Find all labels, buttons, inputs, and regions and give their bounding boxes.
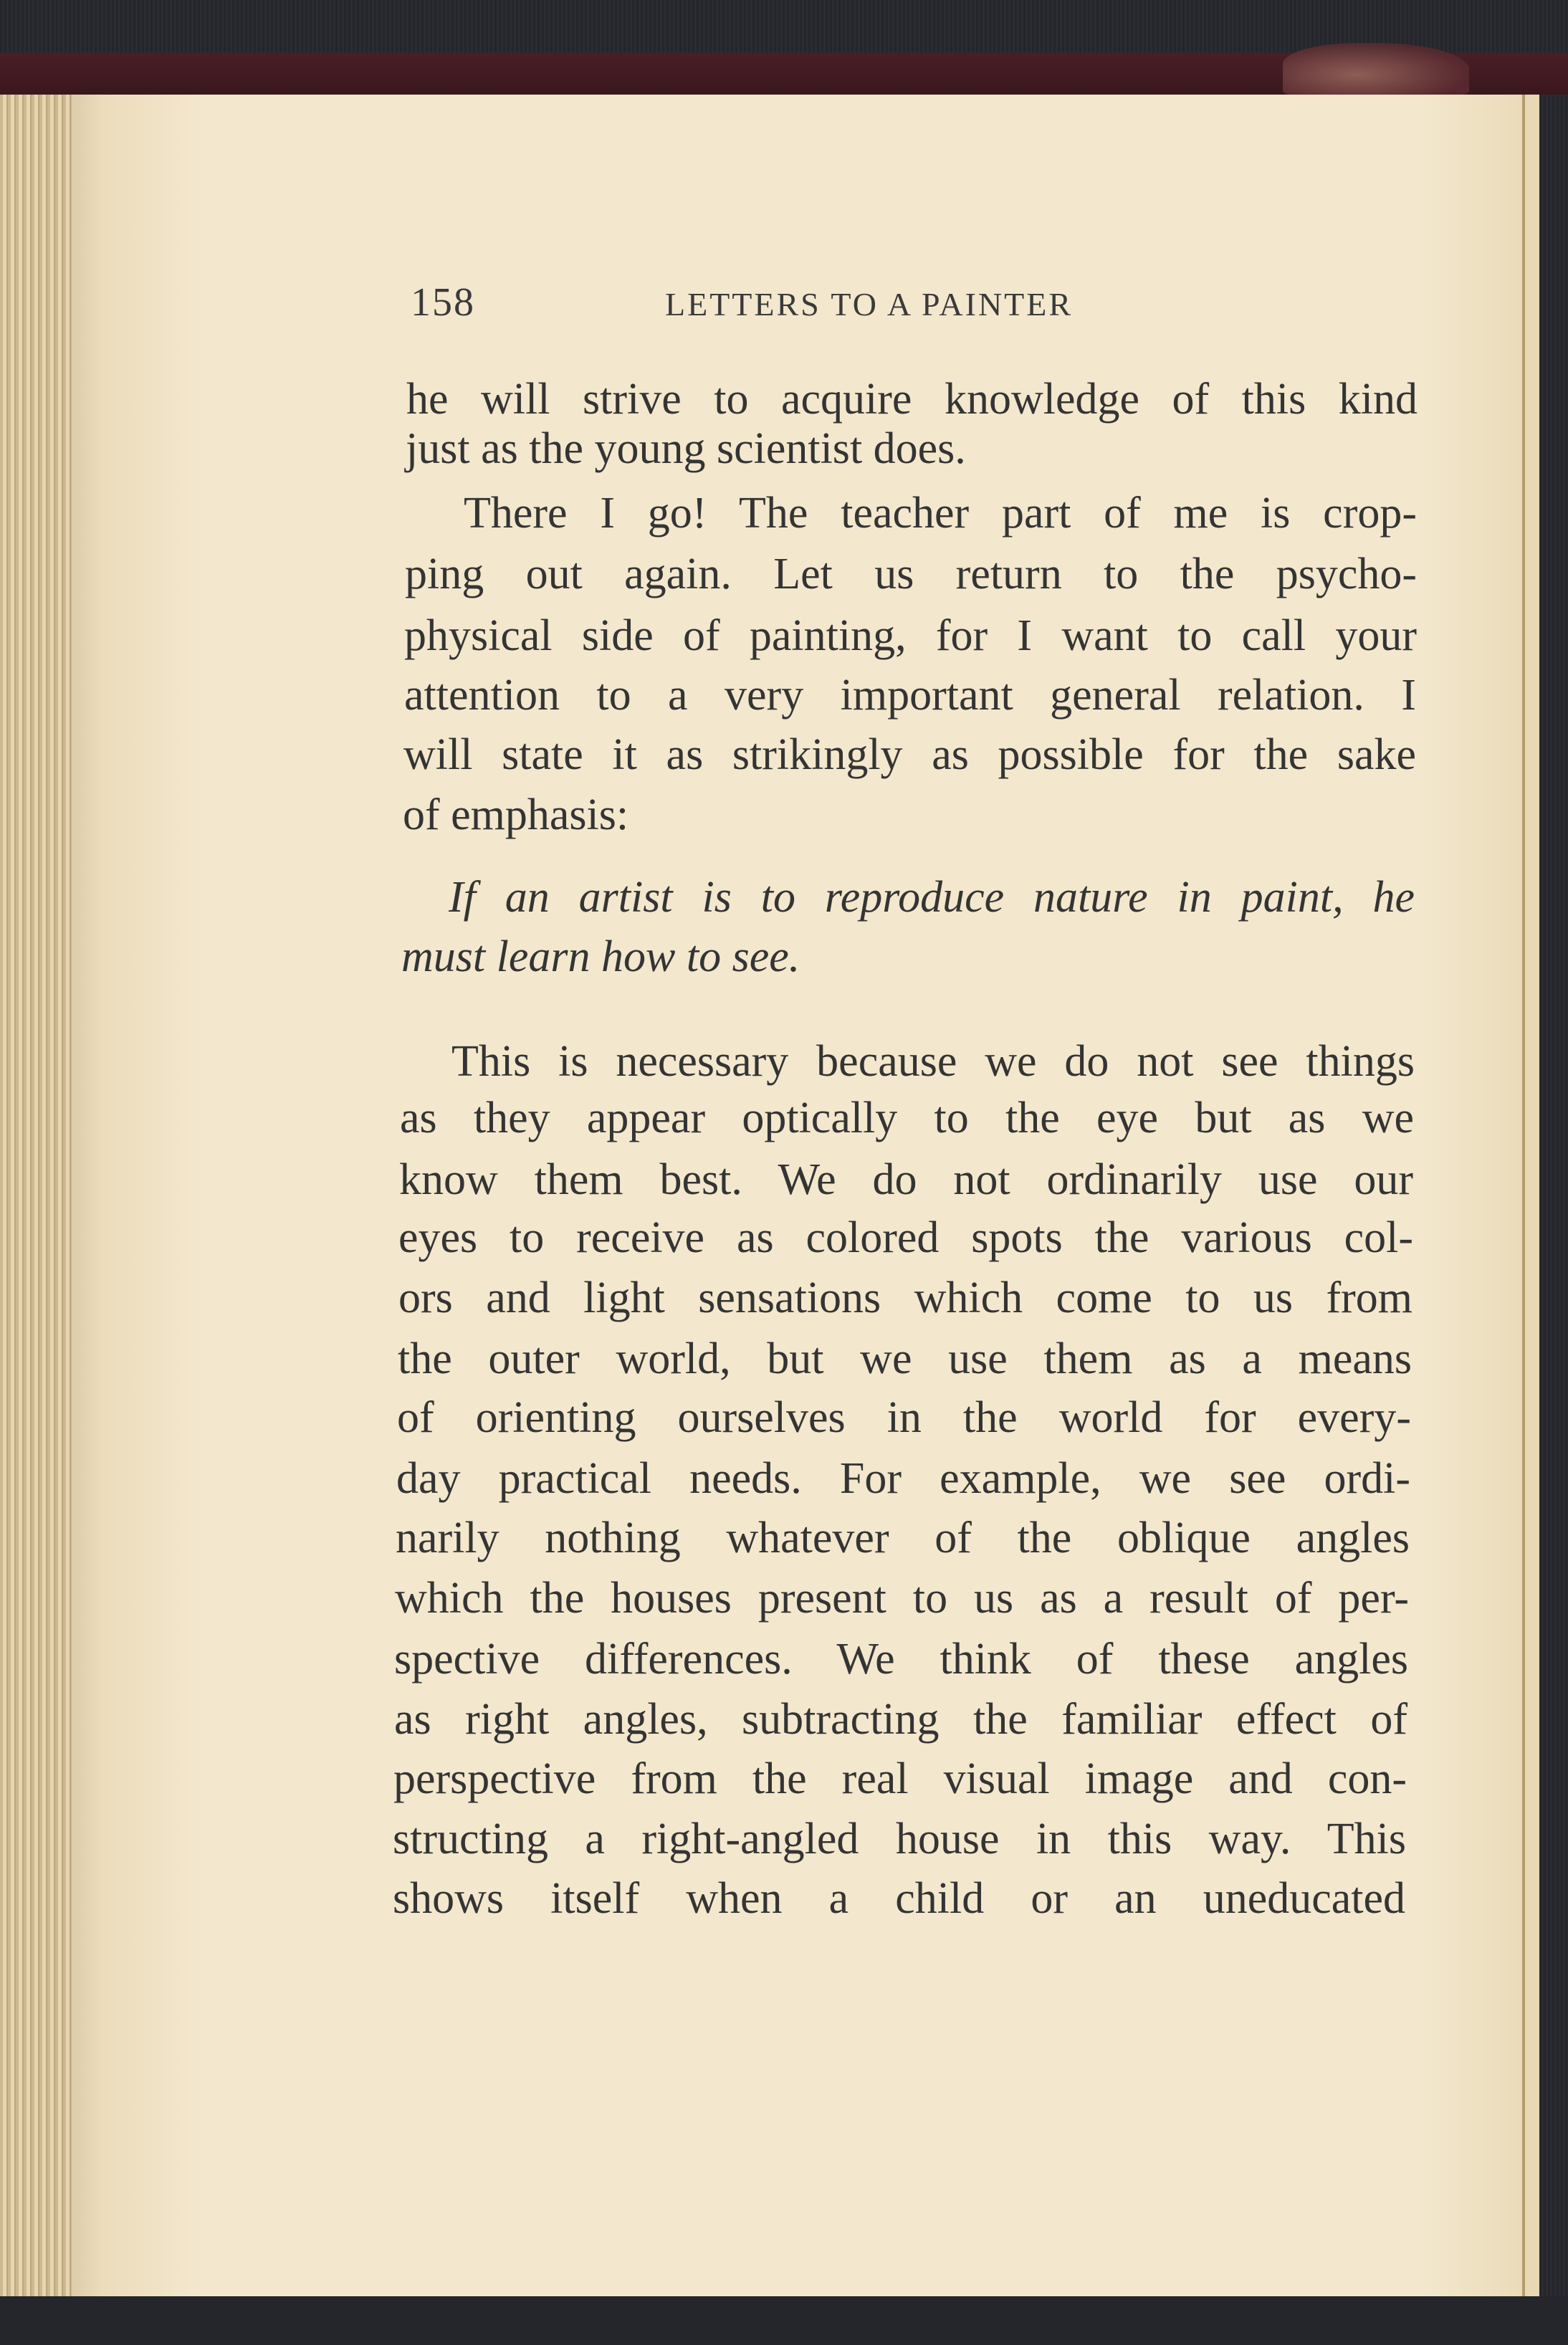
text-line: shows itself when a child or an uneducated — [393, 1874, 1405, 1923]
next-page-edge — [1522, 95, 1539, 2296]
text-line: perspective from the real visual image and con- — [393, 1754, 1407, 1803]
text-line: narily nothing whatever of the oblique angles — [396, 1514, 1410, 1562]
text-line: attention to a very important general relation. I — [404, 671, 1416, 720]
book-cover-bottom — [0, 2296, 1568, 2345]
page-number: 158 — [411, 280, 475, 325]
text-line: ors and light sensations which come to us from — [398, 1274, 1412, 1322]
page-gutter-edges — [0, 95, 72, 2296]
text-line: eyes to receive as colored spots the various col- — [398, 1213, 1413, 1262]
frayed-cover-corner — [1283, 43, 1469, 96]
text-line: day practical needs. For example, we see ordi- — [396, 1454, 1410, 1503]
emphasis-line: If an artist is to reproduce nature in paint, he — [449, 873, 1415, 922]
text-line: spective differences. We think of these angles — [394, 1635, 1408, 1683]
text-line: of orienting ourselves in the world for every- — [397, 1393, 1411, 1442]
text-line: as they appear optically to the eye but as we — [400, 1094, 1414, 1142]
text-line: ping out again. Let us return to the psycho- — [405, 550, 1417, 598]
text-line: just as the young scientist does. — [406, 424, 966, 473]
text-line: know them best. We do not ordinarily use our — [399, 1155, 1413, 1204]
text-line: structing a right-angled house in this way. This — [393, 1815, 1406, 1863]
text-line: which the houses present to us as a result of per- — [395, 1574, 1409, 1623]
text-line: he will strive to acquire knowledge of this kind — [406, 375, 1418, 424]
emphasis-line: must learn how to see. — [401, 932, 800, 981]
text-line: This is necessary because we do not see things — [451, 1037, 1415, 1086]
text-line: will state it as strikingly as possible for the sake — [403, 730, 1416, 779]
text-line: as right angles, subtracting the familiar effect of — [394, 1695, 1407, 1744]
text-line: of emphasis: — [403, 791, 629, 839]
text-line: physical side of painting, for I want to call your — [404, 611, 1417, 660]
text-line: There I go! The teacher part of me is crop- — [464, 489, 1417, 538]
running-title: LETTERS TO A PAINTER — [665, 286, 1074, 323]
text-line: the outer world, but we use them as a means — [398, 1334, 1412, 1383]
